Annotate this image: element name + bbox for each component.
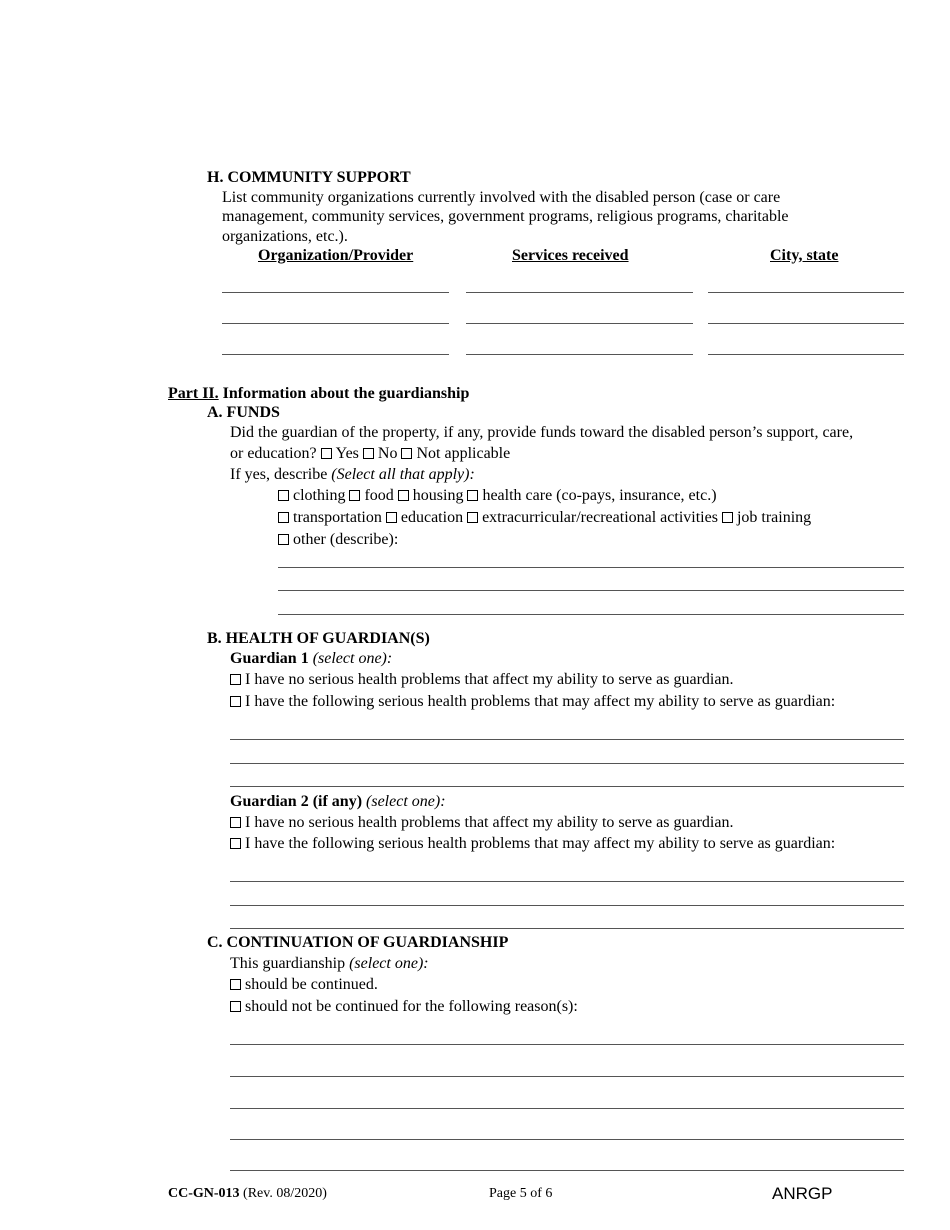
guardian1-problems-checkbox[interactable] (230, 696, 241, 707)
funds-question-line1: Did the guardian of the property, if any, provide funds toward the disabled person’s support, care, (230, 424, 854, 441)
funds-na-checkbox[interactable] (401, 448, 412, 459)
funds-no-checkbox[interactable] (363, 448, 374, 459)
funds-other-field-1[interactable] (278, 567, 904, 568)
continue-checkbox[interactable] (230, 979, 241, 990)
not-continue-checkbox[interactable] (230, 1001, 241, 1012)
guardian1-label: Guardian 1 (230, 650, 309, 667)
continuation-opt1-row (230, 975, 378, 995)
section-h-desc-line1: List community organizations currently involved with the disabled person (case or care (222, 189, 781, 206)
other-label: other (describe): (293, 531, 399, 548)
clothing-label: clothing (293, 487, 346, 504)
funds-other-field-2[interactable] (278, 590, 904, 591)
guardian2-opt2-row (230, 834, 835, 854)
job-training-label: job training (736, 509, 812, 526)
funds-describe-row (230, 465, 475, 485)
footer-code: ANRGP (772, 1184, 833, 1203)
funds-heading: A. FUNDS (207, 404, 280, 421)
guardian2-row (230, 792, 446, 812)
continuation-heading: C. CONTINUATION OF GUARDIANSHIP (207, 934, 509, 951)
funds-yes-label: Yes (335, 445, 359, 462)
section-h-desc-line2: management, community services, government programs, religious programs, charitable (222, 208, 789, 225)
guardian1-problems-label: I have the following serious health problems that may affect my ability to serve as guardian: (245, 693, 836, 710)
section-h-desc-line3: organizations, etc.). (222, 228, 348, 245)
funds-options-row2 (278, 508, 811, 528)
extracurricular-checkbox[interactable] (467, 512, 478, 523)
transportation-label: transportation (293, 509, 382, 526)
funds-no-label: No (377, 445, 398, 462)
col-header-organization: Organization/Provider (258, 247, 414, 264)
funds-question-row (230, 444, 510, 464)
not-continue-label: should not be continued for the following reason(s): (245, 998, 578, 1015)
continuation-hint: (select one): (349, 955, 429, 972)
clothing-checkbox[interactable] (278, 490, 289, 501)
guardian1-opt2-row (230, 692, 835, 712)
reason-field-3[interactable] (230, 1108, 904, 1109)
guardian1-no-problems-checkbox[interactable] (230, 674, 241, 685)
org-field-3[interactable] (222, 354, 449, 355)
city-field-2[interactable] (708, 323, 904, 324)
funds-other-field-3[interactable] (278, 614, 904, 615)
continuation-intro: This guardianship (230, 955, 346, 972)
services-field-1[interactable] (466, 292, 693, 293)
continuation-intro-row (230, 954, 429, 974)
guardian2-field-3[interactable] (230, 928, 904, 929)
services-field-3[interactable] (466, 354, 693, 355)
housing-checkbox[interactable] (398, 490, 409, 501)
education-checkbox[interactable] (386, 512, 397, 523)
funds-describe-label: If yes, describe (230, 466, 328, 483)
org-field-1[interactable] (222, 292, 449, 293)
funds-yes-checkbox[interactable] (321, 448, 332, 459)
guardian2-opt1-row (230, 813, 733, 833)
col-header-services: Services received (512, 247, 629, 264)
org-field-2[interactable] (222, 323, 449, 324)
part2-label: Part II. (168, 385, 219, 402)
education-label: education (400, 509, 464, 526)
health-care-label: health care (co-pays, insurance, etc.) (482, 487, 717, 504)
housing-label: housing (412, 487, 464, 504)
food-checkbox[interactable] (349, 490, 360, 501)
funds-describe-hint: (Select all that apply): (331, 466, 475, 483)
funds-options-row3 (278, 530, 398, 550)
health-heading: B. HEALTH OF GUARDIAN(S) (207, 630, 430, 647)
guardian1-field-3[interactable] (230, 786, 904, 787)
footer-form-id-row (168, 1184, 327, 1204)
food-label: food (364, 487, 394, 504)
transportation-checkbox[interactable] (278, 512, 289, 523)
guardian1-opt1-row (230, 670, 733, 690)
continuation-opt2-row (230, 997, 578, 1017)
health-care-checkbox[interactable] (467, 490, 478, 501)
funds-question-line2: or education? (230, 445, 317, 462)
services-field-2[interactable] (466, 323, 693, 324)
guardian2-field-2[interactable] (230, 905, 904, 906)
continue-label: should be continued. (245, 976, 378, 993)
guardian1-hint: (select one): (312, 650, 393, 667)
guardian1-no-problems-label: I have no serious health problems that affect my ability to serve as guardian. (245, 671, 734, 688)
reason-field-4[interactable] (230, 1139, 904, 1140)
footer-form-id: CC-GN-013 (168, 1186, 240, 1201)
guardian2-no-problems-checkbox[interactable] (230, 817, 241, 828)
guardian2-problems-checkbox[interactable] (230, 838, 241, 849)
reason-field-5[interactable] (230, 1170, 904, 1171)
funds-na-label: Not applicable (416, 445, 511, 462)
guardian2-no-problems-label: I have no serious health problems that affect my ability to serve as guardian. (245, 814, 734, 831)
guardian2-problems-label: I have the following serious health problems that may affect my ability to serve as guardian: (245, 835, 836, 852)
other-checkbox[interactable] (278, 534, 289, 545)
reason-field-1[interactable] (230, 1044, 904, 1045)
guardian1-field-2[interactable] (230, 763, 904, 764)
footer-rev: (Rev. 08/2020) (243, 1186, 327, 1201)
funds-options-row1 (278, 486, 717, 506)
guardian1-row (230, 649, 392, 669)
job-training-checkbox[interactable] (722, 512, 733, 523)
city-field-3[interactable] (708, 354, 904, 355)
section-h-heading: H. COMMUNITY SUPPORT (207, 169, 411, 186)
part2-title: Information about the guardianship (222, 385, 470, 402)
footer-page-number: Page 5 of 6 (489, 1186, 553, 1201)
guardian1-field-1[interactable] (230, 739, 904, 740)
guardian2-field-1[interactable] (230, 881, 904, 882)
city-field-1[interactable] (708, 292, 904, 293)
guardian2-hint: (select one): (366, 793, 446, 810)
guardian2-label: Guardian 2 (if any) (230, 793, 363, 810)
reason-field-2[interactable] (230, 1076, 904, 1077)
part2-title-row (168, 384, 469, 404)
extracurricular-label: extracurricular/recreational activities (482, 509, 718, 526)
col-header-city: City, state (770, 247, 839, 264)
